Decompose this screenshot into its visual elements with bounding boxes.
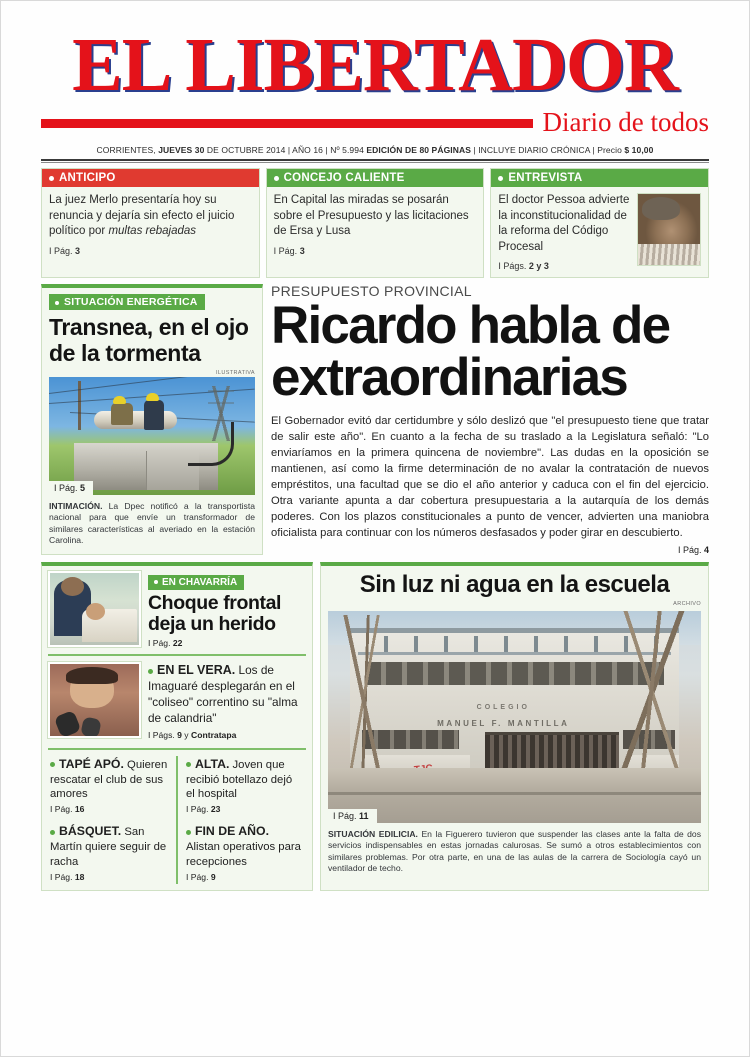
headline-main-line1: Ricardo habla de [271, 296, 670, 356]
photo-transformer [49, 377, 255, 495]
bullet-icon [49, 176, 54, 181]
page-number: 23 [210, 804, 221, 815]
story-chavarria[interactable] [48, 571, 306, 649]
vera-lead: EN EL VERA. [157, 663, 236, 678]
teaser-text-concejo [274, 193, 477, 272]
teaser-body-concejo [267, 187, 484, 277]
page-prefix: I Págs. [148, 730, 178, 741]
page-number: 5 [80, 482, 86, 493]
page-number: 3 [299, 245, 305, 256]
dateline [41, 145, 709, 155]
mini-body: San Martín quiere seguir de racha [50, 826, 167, 869]
mini-body: Quieren rescatar el club de sus amores [50, 758, 168, 801]
teaser-page-entrevista[interactable] [498, 260, 631, 272]
mini-brief-text [50, 823, 168, 870]
mini-lead: BÁSQUET. [59, 824, 122, 839]
mini-lead: ALTA. [195, 756, 230, 771]
headline-main-line2: extraordinarias [271, 348, 627, 408]
dateline-edition: EDICIÓN DE 80 PÁGINAS [366, 145, 471, 156]
story-school[interactable] [320, 562, 709, 892]
photo-credit-ilustrativa: ILUSTRATIVA [215, 369, 255, 376]
mini-brief-text [50, 756, 168, 803]
lower-left-column [41, 562, 313, 892]
page-prefix: I Pág. [49, 245, 76, 256]
headline-main [271, 296, 709, 408]
mini-brief-text [186, 823, 304, 870]
mini-body: Alistan operativos para recepciones [186, 841, 301, 869]
mini-lead: TAPÉ APÓ. [59, 756, 124, 771]
teaser-page-anticipo[interactable] [49, 245, 252, 257]
bullet-icon [148, 669, 153, 674]
teaser-kicker-entrevista: ENTREVISTA [508, 172, 583, 185]
dateline-price: $ 10,00 [624, 145, 654, 156]
photo-worker-1 [111, 403, 133, 425]
main-section [41, 284, 709, 554]
teaser-text-plain: El doctor Pessoa advierte la inconstitucionalidad de la reforma del Código Procesal [498, 194, 630, 253]
page-prefix: I Pág. [50, 872, 75, 883]
page-tag-tape-apo[interactable] [50, 804, 168, 814]
divider [48, 654, 306, 656]
teaser-concejo[interactable] [266, 168, 485, 278]
headline-chavarria: Choque frontal deja un herido [148, 591, 282, 635]
newspaper-slogan: Diario de todos [542, 107, 709, 138]
mini-briefs-column-left [48, 756, 178, 884]
photo-school-sign-line2: MANUEL F. MANTILLA [437, 719, 570, 729]
photo-patient-head [86, 603, 106, 620]
page-prefix: I Pág. [333, 810, 360, 821]
page-tag-energy[interactable] [49, 481, 93, 495]
caption-school [328, 829, 701, 874]
teaser-kicker-anticipo: ANTICIPO [59, 172, 116, 185]
story-vera-text [148, 662, 306, 741]
page-number: 2 y 3 [528, 261, 549, 272]
bullet-icon [55, 301, 59, 305]
mini-brief-tape-apo[interactable] [50, 756, 168, 815]
masthead-slogan-row [41, 109, 709, 136]
mini-body: Joven que recibió botellazo dejó el hospital [186, 758, 293, 801]
photo-microphone-1 [54, 710, 82, 738]
page-tag-basquet[interactable] [50, 872, 168, 882]
page-tag-main[interactable] [271, 545, 709, 555]
page-prefix: I Pág. [186, 804, 211, 815]
page-prefix: I Pág. [50, 804, 75, 815]
dateline-divider [41, 159, 709, 163]
mini-briefs-grid [48, 756, 306, 884]
teaser-anticipo[interactable] [41, 168, 260, 278]
page-prefix: I Págs. [498, 261, 529, 272]
photo-microphone-2 [80, 716, 101, 738]
caption-lead: SITUACIÓN EDILICIA. [328, 828, 418, 839]
bullet-icon [50, 830, 55, 835]
photo-vera-interview [48, 662, 141, 738]
mini-briefs-column-right [178, 756, 306, 884]
bullet-icon [50, 762, 55, 767]
story-main-budget[interactable] [271, 284, 709, 554]
dateline-rest: DE OCTUBRE 2014 | AÑO 16 | Nº 5.994 [204, 145, 367, 156]
page-number: 9 [177, 730, 182, 741]
page-number: 11 [359, 810, 369, 821]
teaser-header-entrevista [491, 169, 708, 187]
photo-school-building [328, 611, 701, 823]
photo-cables [188, 422, 234, 466]
caption-text: La Dpec notificó a la transportista nacional para que envíe un transformador de similares características al averiado en la estación Carolina. [49, 500, 255, 545]
page-tag-fin-de-ano[interactable] [186, 872, 304, 882]
masthead [1, 1, 749, 136]
bullet-icon [154, 580, 158, 584]
teaser-text-entrevista [498, 193, 631, 272]
teaser-header-concejo [267, 169, 484, 187]
mini-brief-alta[interactable] [186, 756, 304, 815]
photo-school-sign-line1: COLEGIO [476, 704, 530, 712]
lower-section [41, 562, 709, 892]
teaser-body-entrevista [491, 187, 708, 277]
page-tag-vera[interactable] [148, 730, 306, 742]
bullet-icon [186, 762, 191, 767]
teaser-header-anticipo [42, 169, 259, 187]
page-number: 4 [703, 544, 709, 555]
page-tag-chavarria[interactable] [148, 638, 306, 648]
page-tag-school[interactable] [328, 809, 377, 823]
mini-lead: FIN DE AÑO. [195, 824, 270, 839]
teaser-page-concejo[interactable] [274, 245, 477, 257]
mini-brief-text [186, 756, 304, 803]
kicker-en-chavarria [148, 575, 244, 590]
photo-tree-left [332, 615, 399, 776]
page-tag-alta[interactable] [186, 804, 304, 814]
teaser-kicker-concejo: CONCEJO CALIENTE [283, 172, 405, 185]
page-extra: y [181, 730, 191, 741]
mini-brief-basquet[interactable] [50, 823, 168, 882]
page-prefix: I Pág. [54, 482, 81, 493]
page-number: 16 [74, 804, 85, 815]
teaser-body-anticipo [42, 187, 259, 277]
divider [48, 748, 306, 750]
teaser-text-italic: multas rebajadas [108, 225, 197, 238]
page-prefix: I Pág. [186, 872, 211, 883]
page-number: 3 [75, 245, 81, 256]
newspaper-title: EL LIBERTADOR [72, 23, 678, 107]
page-extra-bold: Contratapa [191, 730, 237, 741]
page-number: 18 [74, 872, 85, 883]
caption-text: En la Figuerero tuvieron que suspender las clases ante la falta de dos servicios indispensables en estas jornadas calurosas. Se sumó a otros establecimientos con similares problemas. Por otra parte, en una de las aulas de la carrera de Sociología cayó un ventilador de techo. [328, 828, 701, 873]
dateline-tail: | INCLUYE DIARIO CRÓNICA | Precio [470, 145, 625, 156]
teaser-text-anticipo [49, 193, 252, 272]
teaser-text-plain: La juez Merlo presentaría hoy su renuncia y dejaría sin efecto el juicio político por [49, 194, 235, 238]
story-chavarria-text [148, 571, 306, 649]
photo-curb [328, 792, 701, 795]
headline-energy: Transnea, en el ojo de la tormenta [49, 314, 249, 367]
dateline-city: CORRIENTES, [96, 145, 159, 156]
kicker-situacion-energetica [49, 294, 205, 310]
kicker-presupuesto-provincial: PRESUPUESTO PROVINCIAL [271, 283, 472, 300]
photo-worker-2 [144, 400, 164, 430]
teaser-row [41, 168, 709, 278]
photo-transformer-cylinder [94, 411, 176, 429]
page-prefix: I Pág. [677, 544, 704, 555]
page-number: 9 [210, 872, 216, 883]
kicker-label: EN CHAVARRÍA [162, 576, 238, 588]
masthead-rule [41, 119, 533, 128]
page-number: 22 [172, 638, 183, 649]
photo-credit-archivo: ARCHIVO [673, 600, 701, 607]
kicker-label: SITUACIÓN ENERGÉTICA [64, 296, 198, 309]
vera-body: Los de Imaguaré desplegarán en el "coliseo" correntino su "alma de calandria" [148, 663, 298, 726]
page-prefix: I Pág. [273, 245, 300, 256]
dateline-date: JUEVES 30 [158, 145, 205, 156]
body-main: El Gobernador evitó dar certidumbre y sólo deslizó que "el presupuesto tiene que tratar de salir este año". En cuanto a la fecha de su traslado a la Legislatura señaló: "Lo enviaríamos en la primera quincena de noviembre". Las dudas en la oposición se mantienen, así como la firme determinación de no avalar la contratación de nuevos empréstitos, una facultad que se dio el año anterior y caduca con el fin del ejercicio. Otra variante apunta a dar cobertura presupuestaria a la autarquía de los demás poderes. Con los plazos constitucionales a punto de vencer, advierten una maniobra oficialista para continuar con los números desfasados y poder girar en descubierto. [271, 415, 709, 539]
page-prefix: I Pág. [148, 638, 173, 649]
photo-tree-right [612, 611, 694, 776]
portrait-photo-pessoa [637, 193, 701, 266]
caption-lead: INTIMACIÓN. [49, 500, 103, 511]
bullet-icon [274, 176, 279, 181]
headline-school: Sin luz ni agua en la escuela [359, 570, 670, 598]
story-vera[interactable] [48, 662, 306, 741]
mini-brief-fin-de-ano[interactable] [186, 823, 304, 882]
bullet-icon [186, 830, 191, 835]
teaser-entrevista[interactable] [490, 168, 709, 278]
story-energy[interactable] [41, 284, 263, 554]
photo-hospital [48, 571, 141, 647]
bullet-icon [498, 176, 503, 181]
teaser-text-plain: En Capital las miradas se posarán sobre el Presupuesto y las licitaciones de Ersa y Lusa [273, 194, 469, 238]
caption-energy [49, 501, 255, 546]
